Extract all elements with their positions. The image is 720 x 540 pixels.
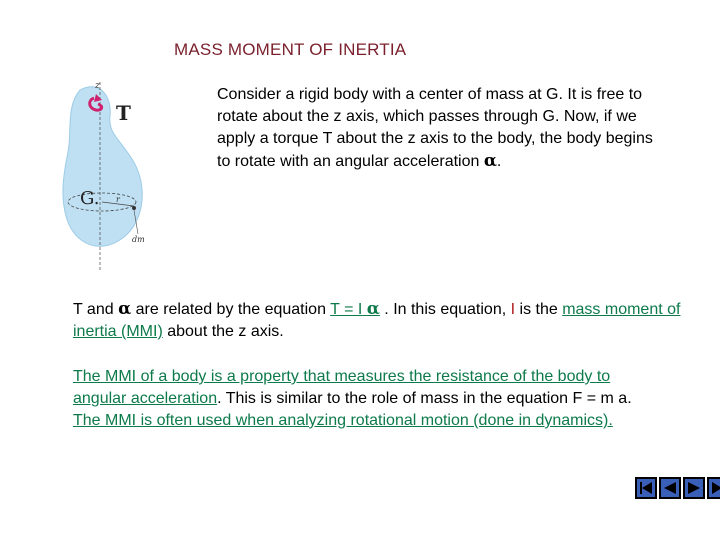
next-slide-button[interactable]: [683, 477, 705, 499]
mass-element: [132, 206, 136, 210]
center-of-mass-label: G.: [80, 188, 100, 209]
previous-slide-button[interactable]: [659, 477, 681, 499]
relation-paragraph: T and α are related by the equation T = I α . In this equation, I is the mass moment of inertia (MMI) about the z axis.: [73, 299, 681, 340]
definition-link[interactable]: The MMI of a body is a property that measures the resistance of the body to angular acceleration: [73, 368, 611, 407]
z-axis-label: z: [95, 81, 100, 91]
torque-label: T: [116, 101, 131, 125]
alpha-symbol: α: [118, 299, 132, 319]
previous-icon: [662, 480, 678, 496]
slide-navigation: [635, 477, 720, 499]
mmi-link[interactable]: mass moment of inertia (MMI): [73, 301, 681, 340]
alpha-symbol: α: [483, 151, 497, 171]
radius-label: r: [116, 195, 120, 204]
first-icon: [638, 480, 654, 496]
usage-link[interactable]: The MMI is often used when analyzing rotational motion (done in dynamics).: [73, 412, 613, 429]
equation-text: T = I α: [330, 299, 380, 319]
last-slide-button[interactable]: [707, 477, 720, 499]
dm-label: dm: [132, 235, 145, 244]
next-icon: [686, 480, 702, 496]
rigid-body-figure: [58, 76, 154, 274]
definition-paragraph: The MMI of a body is a property that measures the resistance of the body to angular acceleration. This is similar to the role of mass in the equation F = m a. The MMI is often used when analyzing rotational motion (done in dynamics).: [73, 368, 632, 429]
first-slide-button[interactable]: [635, 477, 657, 499]
intro-paragraph: Consider a rigid body with a center of mass at G. It is free to rotate about the z axis, which passes through G. Now, if we apply a torque T about the z axis to the body, the body begins to rotate with an angular acceleration α.: [217, 86, 653, 171]
last-icon: [710, 480, 720, 496]
page-title: MASS MOMENT OF INERTIA: [174, 40, 407, 59]
i-symbol: I: [510, 301, 516, 318]
